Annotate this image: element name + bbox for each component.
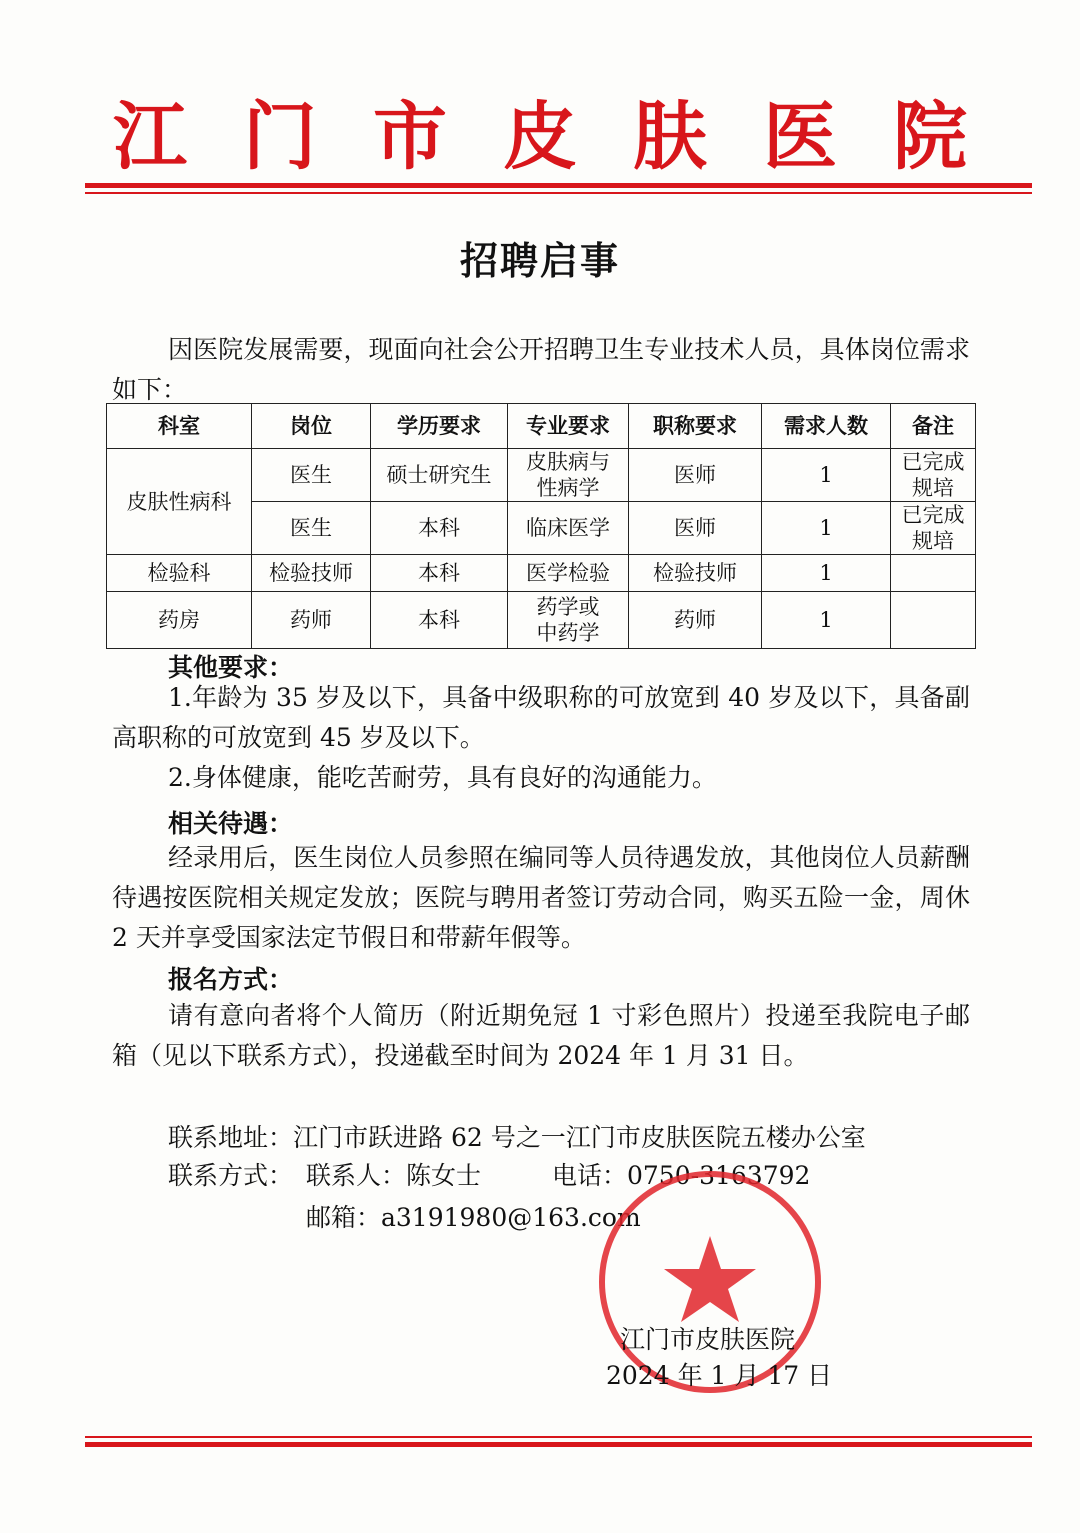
application-heading: 报名方式： — [168, 965, 294, 994]
cell-note: 已完成规培 — [891, 449, 976, 502]
cell-count: 1 — [762, 555, 891, 592]
positions-table — [106, 403, 976, 649]
col-header-dept: 科室 — [107, 404, 252, 449]
intro-paragraph: 因医院发展需要，现面向社会公开招聘卫生专业技术人员，具体岗位需求如下： — [112, 335, 970, 404]
cell-count: 1 — [762, 449, 891, 502]
contact-phone: 电话：0750-3163792 — [552, 1161, 811, 1190]
cell-edu: 硕士研究生 — [371, 449, 508, 502]
header-rule-thick — [85, 183, 1032, 188]
table-row — [107, 555, 976, 592]
cell-count: 1 — [762, 592, 891, 649]
cell-note — [891, 592, 976, 649]
cell-post: 药师 — [252, 592, 371, 649]
col-header-note: 备注 — [891, 404, 976, 449]
col-header-edu: 学历要求 — [371, 404, 508, 449]
signature-org: 江门市皮肤医院 — [620, 1325, 796, 1354]
cell-major: 医学检验 — [508, 555, 629, 592]
cell-dept: 药房 — [107, 592, 252, 649]
benefits-heading: 相关待遇： — [168, 809, 294, 838]
cell-title: 医师 — [629, 449, 762, 502]
col-header-title: 职称要求 — [629, 404, 762, 449]
col-header-count: 需求人数 — [762, 404, 891, 449]
seal-star-icon — [664, 1236, 756, 1322]
footer-rule-thin — [85, 1436, 1032, 1438]
contact-person: 联系人：陈女士 — [306, 1161, 482, 1190]
cell-title: 医师 — [629, 502, 762, 555]
cell-edu: 本科 — [371, 592, 508, 649]
cell-post: 医生 — [252, 449, 371, 502]
requirement-item-2: 2.身体健康，能吃苦耐劳，具有良好的沟通能力。 — [168, 763, 717, 792]
cell-major: 皮肤病与性病学 — [508, 449, 629, 502]
contact-address: 联系地址：江门市跃进路 62 号之一江门市皮肤医院五楼办公室 — [168, 1123, 866, 1152]
cell-dept: 检验科 — [107, 555, 252, 592]
header-rule-thin — [85, 192, 1032, 194]
cell-post: 检验技师 — [252, 555, 371, 592]
col-header-major: 专业要求 — [508, 404, 629, 449]
col-header-post: 岗位 — [252, 404, 371, 449]
table-row — [107, 449, 976, 502]
cell-note: 已完成规培 — [891, 502, 976, 555]
signature-date: 2024 年 1 月 17 日 — [606, 1361, 833, 1390]
hospital-masthead: 江门市皮肤医院 — [113, 94, 1023, 180]
cell-edu: 本科 — [371, 555, 508, 592]
contact-method-label: 联系方式： — [168, 1161, 294, 1190]
cell-title: 检验技师 — [629, 555, 762, 592]
application-paragraph: 请有意向者将个人简历（附近期免冠 1 寸彩色照片）投递至我院电子邮箱（见以下联系方式），投递截至时间为 2024 年 1 月 31 日。 — [112, 1001, 970, 1070]
contact-email: 邮箱：a3191980@163.com — [306, 1203, 641, 1232]
cell-edu: 本科 — [371, 502, 508, 555]
other-requirements-heading: 其他要求： — [168, 653, 294, 682]
cell-note — [891, 555, 976, 592]
benefits-paragraph: 经录用后，医生岗位人员参照在编同等人员待遇发放，其他岗位人员薪酬待遇按医院相关规定发放；医院与聘用者签订劳动合同，购买五险一金，周休 2 天并享受国家法定节假日和带薪年假等。 — [112, 843, 970, 952]
cell-major: 临床医学 — [508, 502, 629, 555]
table-header-row — [107, 404, 976, 449]
notice-title: 招聘启事 — [459, 238, 620, 283]
cell-title: 药师 — [629, 592, 762, 649]
requirement-item-1: 1.年龄为 35 岁及以下，具备中级职称的可放宽到 40 岁及以下，具备副高职称的可放宽到 45 岁及以下。 — [112, 683, 970, 752]
table-row — [107, 592, 976, 649]
cell-major: 药学或中药学 — [508, 592, 629, 649]
cell-dept: 皮肤性病科 — [107, 449, 252, 555]
cell-count: 1 — [762, 502, 891, 555]
cell-post: 医生 — [252, 502, 371, 555]
footer-rule-thick — [85, 1442, 1032, 1447]
